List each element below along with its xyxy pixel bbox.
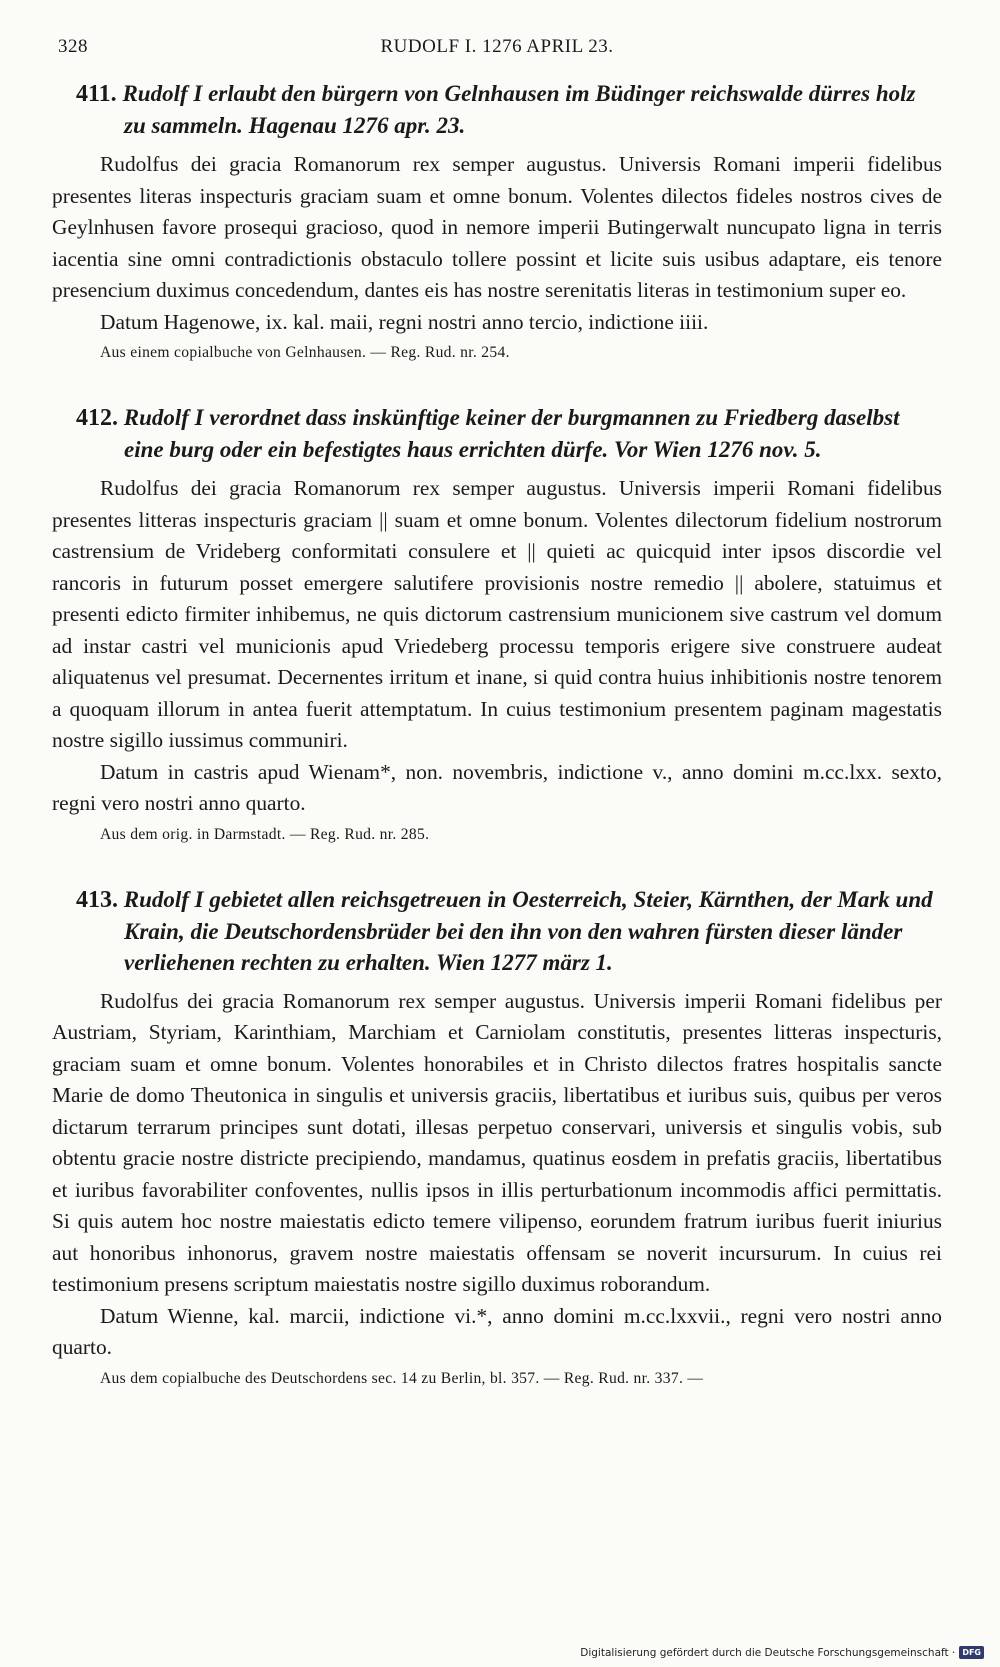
entry-number: 413.: [76, 886, 118, 913]
entry-heading: [52, 78, 942, 141]
entry-413: [52, 884, 942, 1390]
footer-text: Digitalisierung gefördert durch die Deutsche Forschungsgemeinschaft ·: [580, 1646, 956, 1659]
charter-text: Rudolfus dei gracia Romanorum rex semper augustus. Universis Romani imperii fidelibus presentes literas inspecturis graciam suam et omne bonum. Volentes dilectos fideles nostros cives de Geylnhusen favore prosequi gracioso, quod in nemore imperii Butingerwalt nuncupato ligna in terris iacentia sine omni contradictionis obstaculo tollere possint et licite suis usibus adaptare, eis tenore presencium duximus concedendum, dantes eis has nostre serenitatis literas in testimonium super eo.: [52, 152, 942, 302]
digitization-footer: [580, 1646, 984, 1659]
document-page: [52, 28, 942, 1390]
entry-411: [52, 78, 942, 364]
entry-number: 411.: [76, 81, 117, 107]
source-note: Aus einem copialbuche von Gelnhausen. — Reg. Rud. nr. 254.: [100, 344, 510, 361]
entry-title: Rudolf I verordnet dass inskünftige keiner der burgmannen zu Friedberg daselbst eine burg oder ein befestigtes haus errichten dürfe. Vor Wien 1276 nov. 5.: [123, 405, 900, 462]
running-title: RUDOLF I. 1276 APRIL 23.: [380, 36, 614, 57]
dating-clause: Datum Wienne, kal. marcii, indictione vi.*, anno domini m.cc.lxxvii., regni vero nostri anno quarto.: [52, 1303, 942, 1359]
charter-text: Rudolfus dei gracia Romanorum rex semper augustus. Universis imperii Romani fidelibus per Austriam, Styriam, Karinthiam, Marchiam et Carniolam constitutis, presentes litteras inspecturis, graciam suam et omne bonum. Volentes honorabiles et in Christo dilectos fratres hospitalis sancte Marie de domo Theutonica in singulis et universis graciis, libertatibus et iuribus suis, quibus per veros dictarum terrarum principes sunt dotati, illesas perpetuo conservari, universis et singulis vobis, sub obtentu gracie nostre districte precipiendo, mandamus, quatinus eosdem in prefatis graciis, libertatibus et iuribus favorabiliter confoventes, nullis ipsos in illis perturbationum incommodis affici permittatis. Si quis autem hoc nostre maiestatis edicto temere vilipenso, eorundem fratrum iuribus fuerit iniurius aut honoribus inhonorus, gravem nostre maiestatis offensam se noverit incursurum. In cuius rei testimonium presens scriptum maiestatis nostre sigillo duximus roborandum.: [52, 988, 942, 1296]
page-number: 328: [58, 36, 88, 57]
running-header: [52, 28, 942, 68]
entry-heading: [52, 402, 942, 465]
dfg-logo-icon: DFG: [959, 1646, 984, 1659]
entry-title: Rudolf I gebietet allen reichsgetreuen in Oesterreich, Steier, Kärnthen, der Mark und Krain, die Deutschordensbrüder bei den ihn von den wahren fürsten dieser länder verliehenen rechten zu erhalten. Wien 1277 märz 1.: [123, 886, 933, 975]
entry-heading: [52, 884, 942, 978]
dating-clause: Datum in castris apud Wienam*, non. novembris, indictione v., anno domini m.cc.lxx. sexto, regni vero nostri anno quarto.: [52, 759, 942, 815]
source-note: Aus dem orig. in Darmstadt. — Reg. Rud. nr. 285.: [100, 825, 430, 843]
source-note: Aus dem copialbuche des Deutschordens sec. 14 zu Berlin, bl. 357. — Reg. Rud. nr. 337. —: [100, 1369, 704, 1387]
entry-412: [52, 402, 942, 846]
entry-number: 412.: [76, 405, 118, 431]
charter-text: Rudolfus dei gracia Romanorum rex semper augustus. Universis imperii Romani fidelibus presentes litteras inspecturis graciam || suam et omne bonum. Volentes dilectorum fidelium nostrorum castrensium de Vrideberg conformitati consulere et || quieti ac quicquid inter ipsos discordie vel rancoris in futurum posset emergere salutifere provisionis nostre remedio || abolere, statuimus et presenti edicto firmiter inhibemus, ne quis dictorum castrensium municionem sive castrum vel domum ad instar castri vel municionis apud Vriedeberg processu temporis erigere sive construere audeat aliquatenus vel presumat. Decernentes irritum et inane, si quid contra huius inhibitionis nostre tenorem a quoquam illorum in antea fuerit attemptatum. In cuius testimonium presentem paginam magestatis nostre sigillo iussimus communiri.: [52, 476, 942, 752]
dating-clause: Datum Hagenowe, ix. kal. maii, regni nostri anno tercio, indictione iiii.: [100, 309, 709, 334]
entry-title: Rudolf I erlaubt den bürgern von Gelnhausen im Büdinger reichswalde dürres holz zu sammeln. Hagenau 1276 apr. 23.: [122, 81, 916, 138]
